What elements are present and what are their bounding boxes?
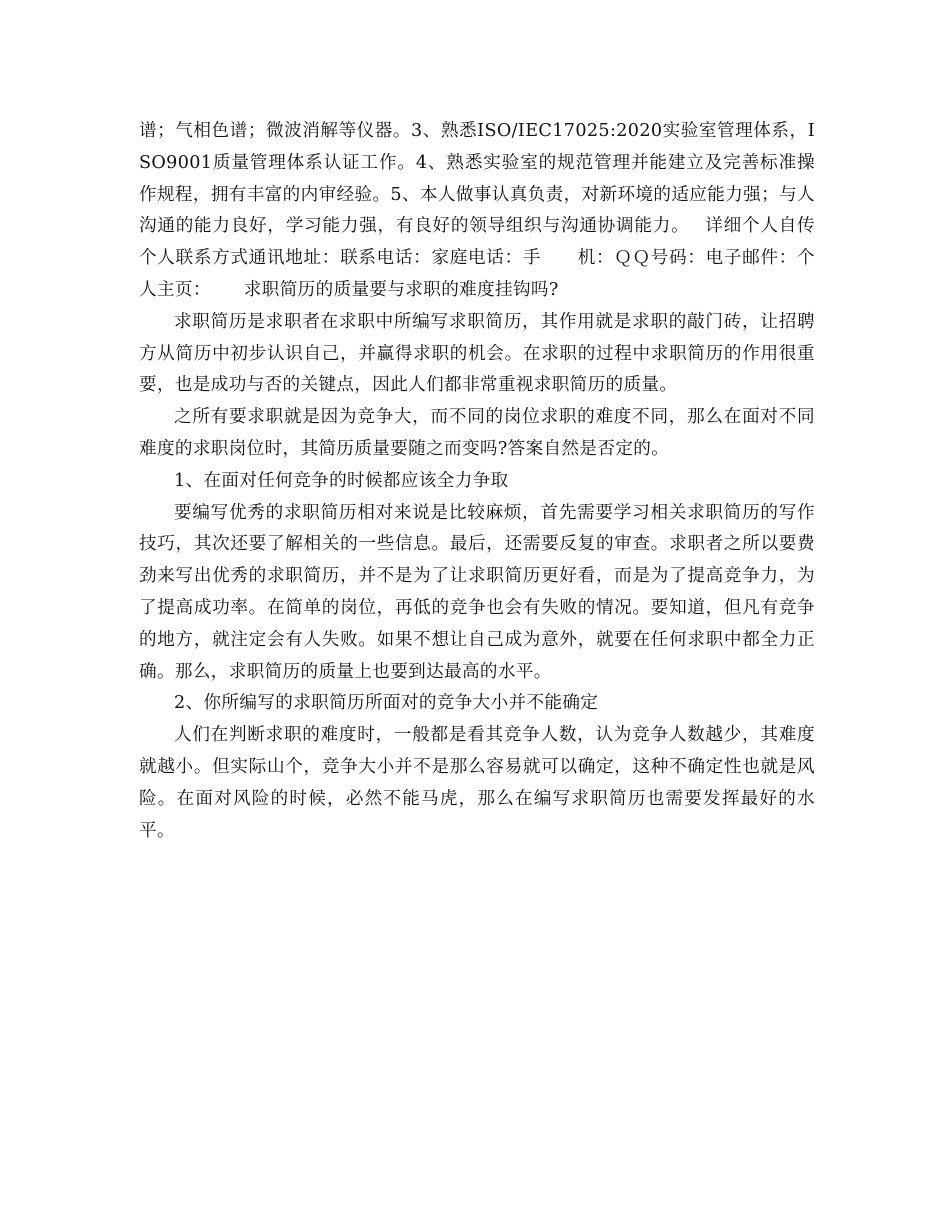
paragraph-risk: 人们在判断求职的难度时，一般都是看其竞争人数，认为竞争人数越少，其难度就越小。但实际山个，竞争大小并不是那么容易就可以确定，这种不确定性也就是风险。在面对风险的时候，必然不能马虎，那么在编写求职简历也需要发挥最好的水平。	[139, 725, 815, 841]
section-heading-1: 1、在面对任何竞争的时候都应该全力争取	[174, 470, 509, 491]
paragraph-resume-importance: 求职简历是求职者在求职中所编写求职简历，其作用就是求职的敲门砖，让招聘方从简历中初步认识自己，并赢得求职的机会。在求职的过程中求职简历的作用很重要，也是成功与否的关键点，因此人们都非常重视求职简历的质量。	[139, 311, 815, 396]
paragraph-skills-contact: 谱；气相色谱；微波消解等仪器。3、熟悉ISO/IEC17025:2020实验室管理体系，ISO9001质量管理体系认证工作。4、熟悉实验室的规范管理并能建立及完善标准操作规程，拥有丰富的内审经验。5、本人做事认真负责，对新环境的适应能力强；与人沟通的能力良好，学习能力强，有良好的领导组织与沟通协调能力。 详细个人自传 个人联系方式通讯地址：联系电话：家庭电话：手 机：ＱＱ号码：电子邮件：个人主页： 求职简历的质量要与求职的难度挂钩吗?	[139, 121, 833, 300]
paragraph-effort: 要编写优秀的求职简历相对来说是比较麻烦，首先需要学习相关求职简历的写作技巧，其次还要了解相关的一些信息。最后，还需要反复的审查。求职者之所以要费劲来写出优秀的求职简历，并不是为了让求职简历更好看，而是为了提高竞争力，为了提高成功率。在简单的岗位，再低的竞争也会有失败的情况。要知道，但凡有竞争的地方，就注定会有人失败。如果不想让自己成为意外，就要在任何求职中都全力正确。那么，求职简历的质量上也要到达最高的水平。	[139, 502, 815, 682]
document-body	[139, 116, 833, 847]
paragraph-competition-question: 之所有要求职就是因为竞争大，而不同的岗位求职的难度不同，那么在面对不同难度的求职岗位时，其简历质量要随之而变吗?答案自然是否定的。	[139, 407, 815, 459]
section-heading-2: 2、你所编写的求职简历所面对的竞争大小并不能确定	[174, 693, 599, 714]
